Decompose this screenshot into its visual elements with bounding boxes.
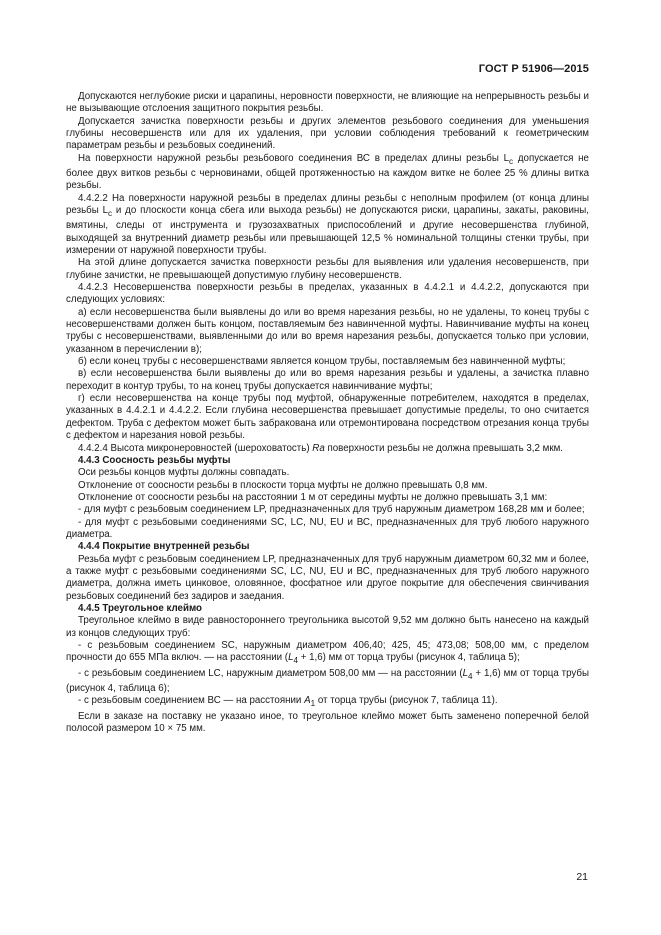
paragraph: Допускаются неглубокие риски и царапины, неровности поверхности, не влияющие на непрерывность резьбы и не вызывающие отслоения защитного покрытия резьбы. (66, 91, 589, 115)
paragraph: На поверхности наружной резьбы резьбового соединения ВС в пределах длины резьбы $L_c$ допускается не более двух витков резьбы с черновинами, общей протяженностью на каждом витке не более 25 % длины витка резьбы. (66, 152, 589, 192)
section-heading: 4.4.5 Треугольное клеймо (78, 602, 202, 614)
paragraph: На этой длине допускается зачистка поверхности резьбы для выявления или удаления несовершенств, при глубине зачистки, не превышающей допустимую глубину несовершенств. (66, 257, 589, 281)
paragraph: 4.4.2.4 Высота микронеровностей (шероховатость) Ra поверхности резьбы не должна превышать 3,2 мкм. (78, 442, 564, 454)
paragraph: Допускается зачистка поверхности резьбы и других элементов резьбового соединения для уменьшения глубины несовершенств или для их удаления, при условии соблюдения требований к геометрическим параметрам резьбы и резьбовых соединений. (66, 115, 589, 152)
paragraph: Отклонение от соосности резьбы на расстоянии 1 м от середины муфты не должно превышать 3,1 мм: (78, 491, 548, 503)
paragraph: а) если несовершенства были выявлены до или во время нарезания резьбы, но не удалены, то конец трубы с несовершенствами должен быть концом, поставляемым без навинченной муфты. Навинчивание муфты на конец трубы с несовершенствами, выявленными до или во время нарезания резьбы, допускается только при условии, указанном в перечислении в); (66, 306, 589, 355)
paragraph: Резьба муфт с резьбовым соединением LP, предназначенных для труб наружным диаметром 60,32 мм и более, а также муфт с резьбовыми соединениями SC, LC, NU, EU и ВС, предназначенных для труб любого наружного диаметра, должна иметь цинковое, оловянное, фосфатное или другое покрытие для обеспечения свинчивания резьбовых соединений без задиров и заедания. (66, 553, 589, 602)
paragraph: - с резьбовым соединением LC, наружным диаметром 508,00 мм — на расстоянии $(L_4 + 1,6)$ мм от торца трубы (рисунок 4, таблица 6); (66, 667, 589, 694)
section-heading: 4.4.3 Соосность резьбы муфты (78, 454, 231, 466)
paragraph: - для муфт с резьбовым соединением LP, предназначенных для труб наружным диаметром 168,28 мм и более; (78, 504, 585, 516)
paragraph: Если в заказе на поставку не указано иное, то треугольное клеймо может быть заменено поперечной белой полосой размером 10 × 75 мм. (66, 710, 589, 734)
page-number: 21 (576, 871, 588, 883)
paragraph: - с резьбовым соединением SC, наружным диаметром 406,40; 425, 45; 473,08; 508,00 мм, с пределом прочности до 655 МПа включ. — на расстоянии $(L_4 + 1,6)$ мм от торца трубы (рисунок 4, таблица 5); (66, 640, 589, 666)
document-body (66, 91, 589, 735)
paragraph: в) если несовершенства были выявлены до или во время нарезания резьбы и удалены, а зачистка плавно переходит в контур трубы, то на конец трубы допускается навинчивание муфты; (66, 368, 589, 392)
paragraph: Треугольное клеймо в виде равностороннего треугольника высотой 9,52 мм должно быть нанесено на каждый из концов следующих труб: (66, 615, 589, 639)
paragraph: 4.4.2.2 На поверхности наружной резьбы в пределах длины резьбы с неполным профилем (от конца длины резьбы $L_c$ и до плоскости конца сбега или выхода резьбы) не допускаются риски, царапины, закаты, раковины, вмятины, следы от инструмента и грузозахватных приспособлений и другие несовершенства глубиной, выходящей за внутренний диаметр резьбы или превышающей 12,5 % номинальной толщины стенки трубы, при измерении от наружной поверхности трубы. (66, 192, 589, 256)
standard-designation: ГОСТ Р 51906—2015 (478, 63, 589, 75)
paragraph: б) если конец трубы с несовершенствами является концом трубы, поставляемым без навинченной муфты; (78, 356, 566, 368)
paragraph: 4.4.2.3 Несовершенства поверхности резьбы в пределах, указанных в 4.4.2.1 и 4.4.2.2, допускаются при следующих условиях: (66, 282, 589, 306)
section-heading: 4.4.4 Покрытие внутренней резьбы (78, 541, 250, 553)
paragraph: Оси резьбы концов муфты должны совпадать. (78, 467, 290, 479)
paragraph: - для муфт с резьбовыми соединениями SC, LC, NU, EU и ВС, предназначенных для труб любого наружного диаметра. (66, 516, 589, 540)
paragraph: Отклонение от соосности резьбы в плоскости торца муфты не должно превышать 0,8 мм. (78, 479, 488, 491)
paragraph: - с резьбовым соединением ВС — на расстоянии $A_1$ от торца трубы (рисунок 7, таблица 11). (78, 695, 498, 709)
paragraph: г) если несовершенства на конце трубы под муфтой, обнаруженные потребителем, находятся в пределах, указанных в 4.4.2.1 и 4.4.2.2. Если глубина несовершенства превышает допустимые пределы, то оно считается дефектом. Труба с дефектом может быть забракована или отремонтирована посредством отрезания конца трубы с дефектом и нарезания новой резьбы. (66, 393, 589, 442)
